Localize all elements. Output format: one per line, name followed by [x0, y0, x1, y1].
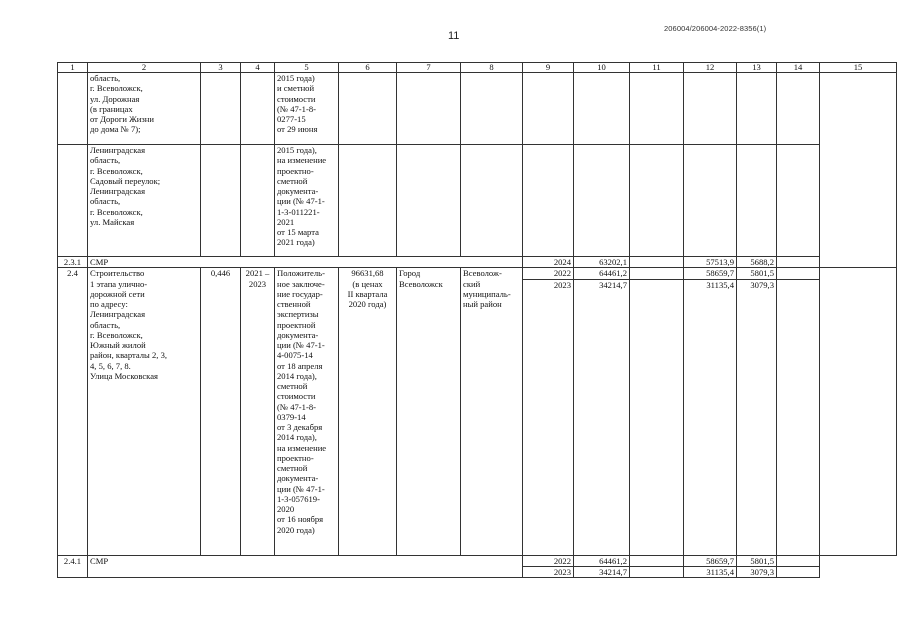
column-number: 7 — [397, 63, 461, 73]
locality-cell: Город Всеволожск — [397, 268, 461, 555]
total-cell: 64461,2 — [574, 555, 630, 566]
program-table — [57, 62, 897, 578]
column-number: 2 — [88, 63, 201, 73]
column-number: 1 — [58, 63, 88, 73]
regional-cell: 5688,2 — [737, 257, 777, 268]
column-number: 3 — [201, 63, 241, 73]
table-row — [58, 268, 897, 279]
row-label: СМР — [88, 555, 523, 578]
year-cell: 2024 — [523, 257, 574, 268]
column-number: 6 — [339, 63, 397, 73]
district-cell: Всеволож- ский муниципаль- ный район — [461, 268, 523, 555]
document-cell: Положитель- ное заключе- ние государ- ственной экспертизы проектной документа- ции (№ 47-1- 4-0075-14 от 18 апреля 2014 года), сметной стоимости (№ 47-1-8- 0379-14 от 3 декабря 2014 года), на изменение проектно- сметной документа- ции (№ 47-1- 1-3-057619- 2020 от 16 ноября 2020 года) — [275, 268, 339, 555]
column-number: 8 — [461, 63, 523, 73]
row-number: 2.3.1 — [58, 257, 88, 268]
column-number: 10 — [574, 63, 630, 73]
address-cell: область, г. Всеволожск, ул. Дорожная (в границах от Дороги Жизни до дома № 7); — [88, 73, 201, 145]
regional-cell: 3079,3 — [737, 279, 777, 555]
total-cell: 64461,2 — [574, 268, 630, 279]
document-id: 206004/206004-2022-8356(1) — [664, 24, 767, 33]
document-cell: 2015 года) и сметной стоимости (№ 47-1-8- 0277-15 от 29 июня — [275, 73, 339, 145]
table-row — [58, 145, 897, 257]
column-number: 4 — [241, 63, 275, 73]
column-number: 9 — [523, 63, 574, 73]
table-row — [58, 257, 897, 268]
period-cell: 2021 – 2023 — [241, 268, 275, 555]
object-name-cell: Строительство 1 этапа улично- дорожной сети по адресу: Ленинградская область, г. Всеволожск, Южный жилой район, кварталы 2, 3, 4, 5, 6, 7, 8. Улица Московская — [88, 268, 201, 555]
table-row — [58, 73, 897, 145]
document-cell: 2015 года), на изменение проектно- сметной документа- ции (№ 47-1- 1-3-011221- 2021 от 15 марта 2021 года) — [275, 145, 339, 257]
column-number: 12 — [684, 63, 737, 73]
federal-cell: 58659,7 — [684, 268, 737, 279]
year-cell: 2023 — [523, 566, 574, 577]
year-cell: 2022 — [523, 555, 574, 566]
federal-cell: 31135,4 — [684, 279, 737, 555]
cost-cell: 96631,68 (в ценах II квартала 2020 года) — [339, 268, 397, 555]
federal-cell: 58659,7 — [684, 555, 737, 566]
regional-cell: 3079,3 — [737, 566, 777, 577]
column-number: 14 — [777, 63, 820, 73]
regional-cell: 5801,5 — [737, 555, 777, 566]
length-cell: 0,446 — [201, 268, 241, 555]
total-cell: 34214,7 — [574, 566, 630, 577]
regional-cell: 5801,5 — [737, 268, 777, 279]
year-cell: 2022 — [523, 268, 574, 279]
federal-cell: 31135,4 — [684, 566, 737, 577]
column-number: 15 — [820, 63, 897, 73]
address-cell: Ленинградская область, г. Всеволожск, Садовый переулок; Ленинградская область, г. Всеволожск, ул. Майская — [88, 145, 201, 257]
column-number: 13 — [737, 63, 777, 73]
page-number: 11 — [448, 30, 460, 42]
year-cell: 2023 — [523, 279, 574, 555]
column-number: 5 — [275, 63, 339, 73]
column-number: 11 — [630, 63, 684, 73]
column-number-row — [58, 63, 897, 73]
total-cell: 34214,7 — [574, 279, 630, 555]
table-row — [58, 555, 897, 566]
row-number: 2.4 — [58, 268, 88, 555]
row-number: 2.4.1 — [58, 555, 88, 578]
total-cell: 63202,1 — [574, 257, 630, 268]
federal-cell: 57513,9 — [684, 257, 737, 268]
row-label: СМР — [88, 257, 523, 268]
